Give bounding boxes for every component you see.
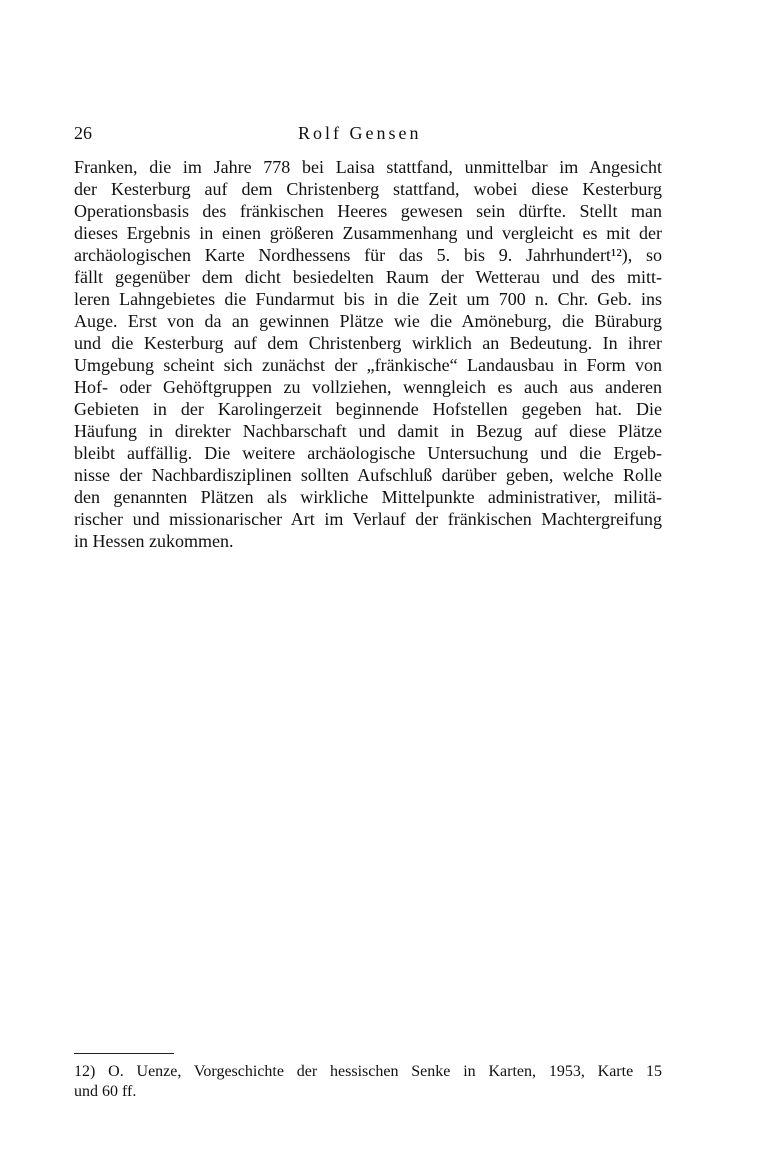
text-line: fällt gegenüber dem dicht besiedelten Raum der Wetterau und des mitt-: [74, 267, 662, 287]
text-line: Franken, die im Jahre 778 bei Laisa stattfand, unmittelbar im Angesicht: [74, 157, 662, 177]
text-line: Hof- oder Gehöftgruppen zu vollziehen, wenngleich es auch aus anderen: [74, 377, 662, 397]
text-line: Operationsbasis des fränkischen Heeres gewesen sein dürfte. Stellt man: [74, 201, 662, 221]
body-text: [74, 156, 662, 552]
text-line: nisse der Nachbardisziplinen sollten Aufschluß darüber geben, welche Rolle: [74, 465, 662, 485]
text-line: der Kesterburg auf dem Christenberg stattfand, wobei diese Kesterburg: [74, 179, 662, 199]
text-line: rischer und missionarischer Art im Verlauf der fränkischen Machtergreifung: [74, 509, 662, 529]
text-line: Umgebung scheint sich zunächst der „fränkische“ Landausbau in Form von: [74, 355, 662, 375]
footnote-rule: [74, 1053, 174, 1054]
footnote-line: und 60 ff.: [74, 1083, 137, 1100]
text-line: und die Kesterburg auf dem Christenberg wirklich an Bedeutung. In ihrer: [74, 333, 662, 353]
running-head: Rolf Gensen: [298, 123, 422, 143]
text-line: archäologischen Karte Nordhessens für das 5. bis 9. Jahrhundert¹²), so: [74, 245, 662, 265]
footnote: [74, 1062, 662, 1102]
text-line: leren Lahngebietes die Fundarmut bis in die Zeit um 700 n. Chr. Geb. ins: [74, 289, 662, 309]
text-line: in Hessen zukommen.: [74, 531, 234, 551]
text-line: bleibt auffällig. Die weitere archäologische Untersuchung und die Ergeb-: [74, 443, 662, 463]
text-line: den genannten Plätzen als wirkliche Mittelpunkte administrativer, militä-: [74, 487, 662, 507]
text-line: Häufung in direkter Nachbarschaft und damit in Bezug auf diese Plätze: [74, 421, 662, 441]
footnote-line: 12) O. Uenze, Vorgeschichte der hessischen Senke in Karten, 1953, Karte 15: [74, 1063, 662, 1080]
text-line: Gebieten in der Karolingerzeit beginnende Hofstellen gegeben hat. Die: [74, 399, 662, 419]
text-line: dieses Ergebnis in einen größeren Zusammenhang und vergleicht es mit der: [74, 223, 662, 243]
page-number: 26: [74, 123, 92, 143]
text-line: Auge. Erst von da an gewinnen Plätze wie die Amöneburg, die Büraburg: [74, 311, 662, 331]
